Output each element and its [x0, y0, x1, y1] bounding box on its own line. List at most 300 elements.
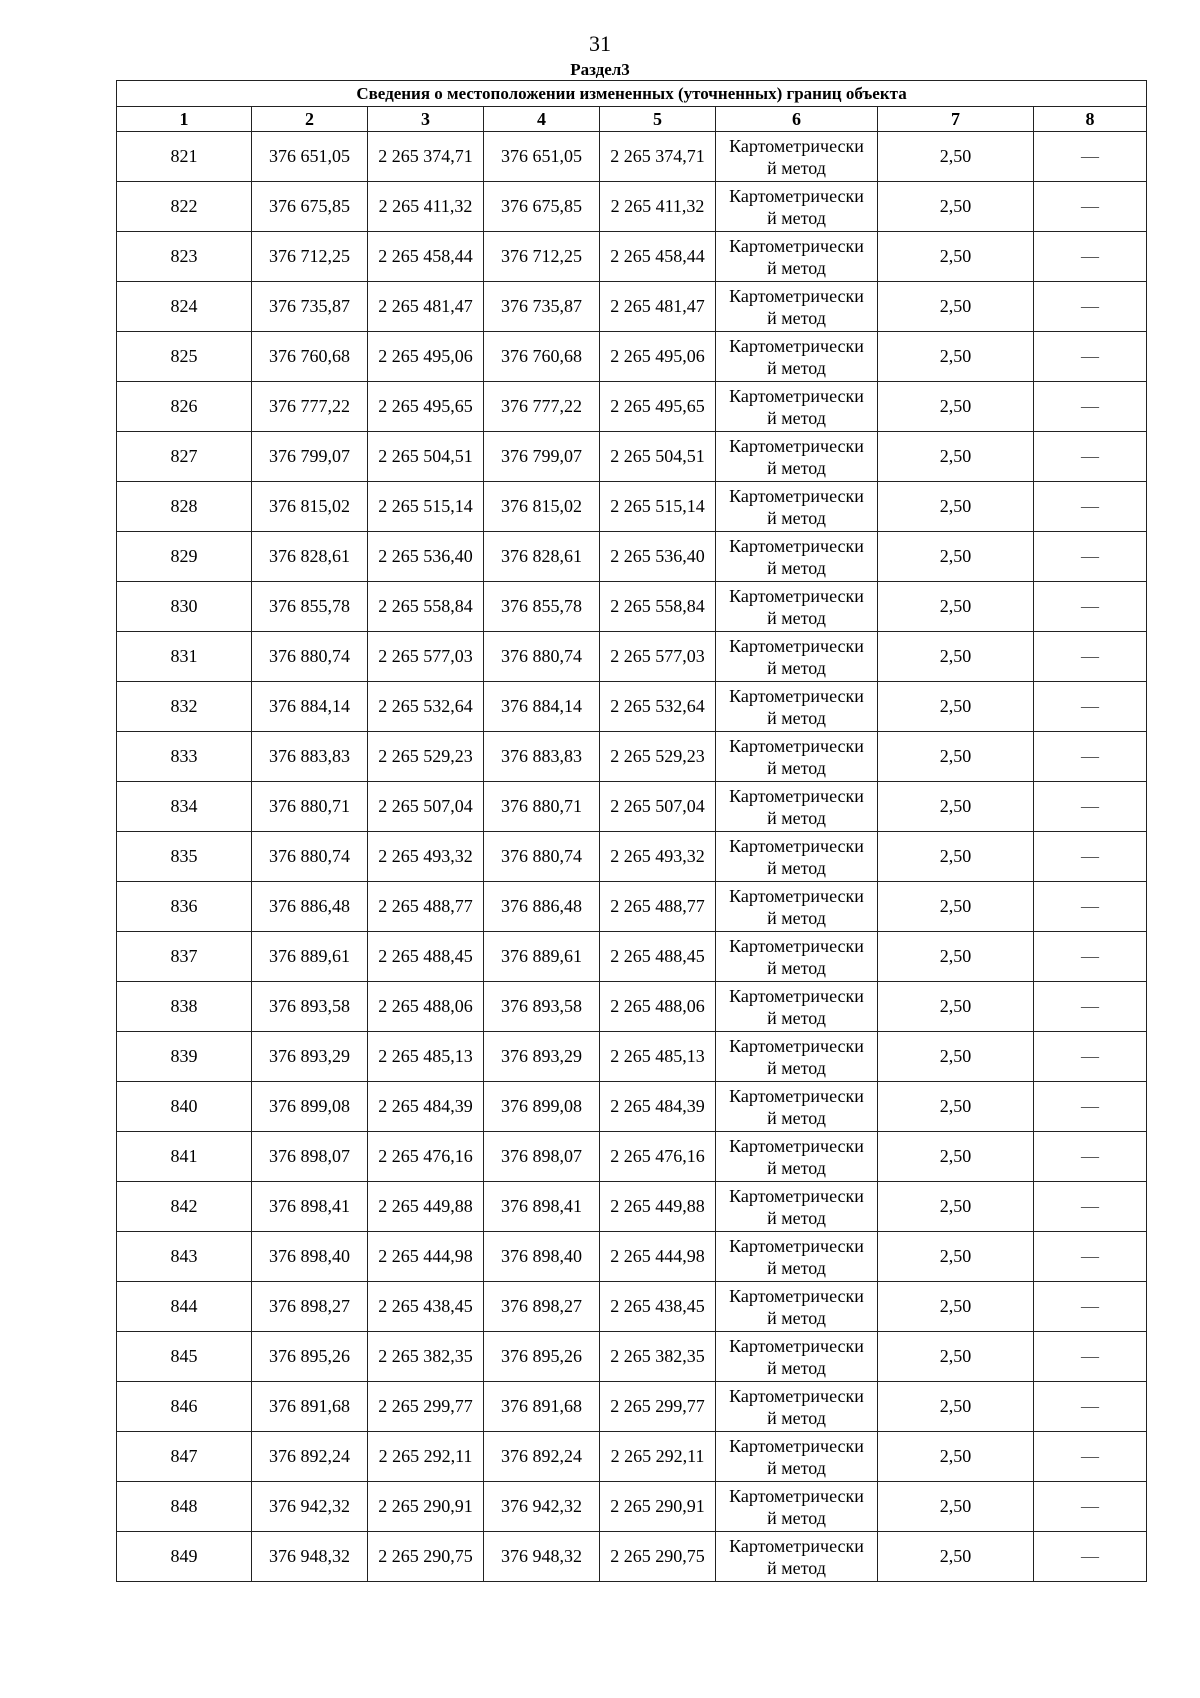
description-cell: —: [1034, 282, 1147, 332]
point-number-cell: 829: [117, 532, 252, 582]
accuracy-cell: 2,50: [878, 1382, 1034, 1432]
point-number-cell: 831: [117, 632, 252, 682]
table-row: [117, 132, 1147, 182]
new-y-cell: 2 265 290,75: [600, 1532, 716, 1582]
description-cell: —: [1034, 1482, 1147, 1532]
new-y-cell: 2 265 488,45: [600, 932, 716, 982]
boundary-table: [116, 80, 1147, 1582]
method-cell: [716, 1382, 878, 1432]
old-x-cell: 376 880,74: [252, 832, 368, 882]
column-number: 8: [1034, 107, 1147, 132]
accuracy-cell: 2,50: [878, 182, 1034, 232]
point-number-cell: 839: [117, 1032, 252, 1082]
old-y-cell: 2 265 485,13: [368, 1032, 484, 1082]
new-y-cell: 2 265 507,04: [600, 782, 716, 832]
method-cell: [716, 432, 878, 482]
old-y-cell: 2 265 488,45: [368, 932, 484, 982]
new-x-cell: 376 899,08: [484, 1082, 600, 1132]
new-x-cell: 376 880,74: [484, 832, 600, 882]
accuracy-cell: 2,50: [878, 382, 1034, 432]
method-cell: [716, 382, 878, 432]
new-y-cell: 2 265 488,77: [600, 882, 716, 932]
point-number-cell: 827: [117, 432, 252, 482]
new-y-cell: 2 265 532,64: [600, 682, 716, 732]
method-line: Картометрически: [729, 285, 864, 306]
point-number-cell: 822: [117, 182, 252, 232]
point-number-cell: 821: [117, 132, 252, 182]
table-body: [117, 132, 1147, 1582]
accuracy-cell: 2,50: [878, 682, 1034, 732]
point-number-cell: 848: [117, 1482, 252, 1532]
old-x-cell: 376 815,02: [252, 482, 368, 532]
method-line: й метод: [767, 807, 826, 828]
method-line: Картометрически: [729, 1285, 864, 1306]
table-row: [117, 782, 1147, 832]
old-y-cell: 2 265 495,06: [368, 332, 484, 382]
old-x-cell: 376 880,74: [252, 632, 368, 682]
new-y-cell: 2 265 299,77: [600, 1382, 716, 1432]
new-x-cell: 376 735,87: [484, 282, 600, 332]
method-line: Картометрически: [729, 785, 864, 806]
table-row: [117, 1382, 1147, 1432]
old-y-cell: 2 265 438,45: [368, 1282, 484, 1332]
method-cell: [716, 782, 878, 832]
description-cell: —: [1034, 682, 1147, 732]
old-x-cell: 376 799,07: [252, 432, 368, 482]
method-line: й метод: [767, 1257, 826, 1278]
old-y-cell: 2 265 558,84: [368, 582, 484, 632]
point-number-cell: 825: [117, 332, 252, 382]
accuracy-cell: 2,50: [878, 982, 1034, 1032]
old-x-cell: 376 893,29: [252, 1032, 368, 1082]
method-line: Картометрически: [729, 885, 864, 906]
new-x-cell: 376 815,02: [484, 482, 600, 532]
method-cell: [716, 182, 878, 232]
method-line: Картометрически: [729, 635, 864, 656]
method-line: Картометрически: [729, 1535, 864, 1556]
method-line: й метод: [767, 1207, 826, 1228]
description-cell: —: [1034, 1382, 1147, 1432]
method-line: й метод: [767, 657, 826, 678]
method-cell: [716, 1082, 878, 1132]
table-row: [117, 232, 1147, 282]
accuracy-cell: 2,50: [878, 1082, 1034, 1132]
method-line: й метод: [767, 457, 826, 478]
old-y-cell: 2 265 481,47: [368, 282, 484, 332]
new-y-cell: 2 265 411,32: [600, 182, 716, 232]
method-line: й метод: [767, 857, 826, 878]
point-number-cell: 840: [117, 1082, 252, 1132]
method-cell: [716, 632, 878, 682]
table-row: [117, 632, 1147, 682]
method-line: Картометрически: [729, 135, 864, 156]
table-row: [117, 882, 1147, 932]
new-y-cell: 2 265 485,13: [600, 1032, 716, 1082]
method-cell: [716, 1132, 878, 1182]
table-row: [117, 382, 1147, 432]
method-line: Картометрически: [729, 1485, 864, 1506]
method-cell: [716, 832, 878, 882]
accuracy-cell: 2,50: [878, 132, 1034, 182]
description-cell: —: [1034, 532, 1147, 582]
section-label: Раздел3: [570, 60, 630, 79]
old-x-cell: 376 942,32: [252, 1482, 368, 1532]
table-title-row: [117, 81, 1147, 107]
table-row: [117, 182, 1147, 232]
point-number-cell: 834: [117, 782, 252, 832]
new-x-cell: 376 898,40: [484, 1232, 600, 1282]
new-x-cell: 376 883,83: [484, 732, 600, 782]
method-line: Картометрически: [729, 1085, 864, 1106]
new-x-cell: 376 880,71: [484, 782, 600, 832]
description-cell: —: [1034, 982, 1147, 1032]
table-row: [117, 1332, 1147, 1382]
method-line: й метод: [767, 357, 826, 378]
point-number-cell: 832: [117, 682, 252, 732]
method-line: Картометрически: [729, 985, 864, 1006]
old-x-cell: 376 898,27: [252, 1282, 368, 1332]
old-x-cell: 376 889,61: [252, 932, 368, 982]
new-y-cell: 2 265 493,32: [600, 832, 716, 882]
new-y-cell: 2 265 484,39: [600, 1082, 716, 1132]
old-x-cell: 376 886,48: [252, 882, 368, 932]
table-row: [117, 1282, 1147, 1332]
method-line: й метод: [767, 507, 826, 528]
old-y-cell: 2 265 577,03: [368, 632, 484, 682]
point-number-cell: 823: [117, 232, 252, 282]
point-number-cell: 835: [117, 832, 252, 882]
accuracy-cell: 2,50: [878, 332, 1034, 382]
new-x-cell: 376 892,24: [484, 1432, 600, 1482]
method-line: Картометрически: [729, 1035, 864, 1056]
method-line: Картометрически: [729, 385, 864, 406]
new-y-cell: 2 265 444,98: [600, 1232, 716, 1282]
accuracy-cell: 2,50: [878, 632, 1034, 682]
point-number-cell: 844: [117, 1282, 252, 1332]
old-y-cell: 2 265 411,32: [368, 182, 484, 232]
point-number-cell: 826: [117, 382, 252, 432]
method-line: й метод: [767, 207, 826, 228]
method-line: Картометрически: [729, 1235, 864, 1256]
description-cell: —: [1034, 182, 1147, 232]
old-y-cell: 2 265 290,91: [368, 1482, 484, 1532]
description-cell: —: [1034, 932, 1147, 982]
point-number-cell: 841: [117, 1132, 252, 1182]
accuracy-cell: 2,50: [878, 582, 1034, 632]
description-cell: —: [1034, 782, 1147, 832]
method-line: й метод: [767, 757, 826, 778]
old-x-cell: 376 735,87: [252, 282, 368, 332]
column-number: 4: [484, 107, 600, 132]
new-x-cell: 376 893,29: [484, 1032, 600, 1082]
description-cell: —: [1034, 832, 1147, 882]
point-number-cell: 833: [117, 732, 252, 782]
method-line: Картометрически: [729, 1135, 864, 1156]
column-number: 7: [878, 107, 1034, 132]
old-y-cell: 2 265 507,04: [368, 782, 484, 832]
old-x-cell: 376 883,83: [252, 732, 368, 782]
method-line: й метод: [767, 1007, 826, 1028]
new-y-cell: 2 265 515,14: [600, 482, 716, 532]
new-x-cell: 376 893,58: [484, 982, 600, 1032]
new-y-cell: 2 265 382,35: [600, 1332, 716, 1382]
table-row: [117, 282, 1147, 332]
new-x-cell: 376 898,27: [484, 1282, 600, 1332]
new-y-cell: 2 265 504,51: [600, 432, 716, 482]
method-cell: [716, 482, 878, 532]
column-number: 2: [252, 107, 368, 132]
column-number: 6: [716, 107, 878, 132]
method-line: Картометрически: [729, 1435, 864, 1456]
accuracy-cell: 2,50: [878, 782, 1034, 832]
description-cell: —: [1034, 1332, 1147, 1382]
accuracy-cell: 2,50: [878, 1532, 1034, 1582]
accuracy-cell: 2,50: [878, 532, 1034, 582]
old-y-cell: 2 265 449,88: [368, 1182, 484, 1232]
method-cell: [716, 1532, 878, 1582]
description-cell: —: [1034, 432, 1147, 482]
old-y-cell: 2 265 504,51: [368, 432, 484, 482]
new-x-cell: 376 948,32: [484, 1532, 600, 1582]
old-y-cell: 2 265 488,77: [368, 882, 484, 932]
old-y-cell: 2 265 382,35: [368, 1332, 484, 1382]
description-cell: —: [1034, 1182, 1147, 1232]
method-line: Картометрически: [729, 735, 864, 756]
table-row: [117, 932, 1147, 982]
old-y-cell: 2 265 493,32: [368, 832, 484, 882]
old-x-cell: 376 675,85: [252, 182, 368, 232]
old-x-cell: 376 760,68: [252, 332, 368, 382]
method-line: й метод: [767, 957, 826, 978]
new-x-cell: 376 855,78: [484, 582, 600, 632]
old-x-cell: 376 651,05: [252, 132, 368, 182]
method-cell: [716, 1332, 878, 1382]
method-line: й метод: [767, 607, 826, 628]
old-x-cell: 376 898,07: [252, 1132, 368, 1182]
description-cell: —: [1034, 582, 1147, 632]
new-y-cell: 2 265 290,91: [600, 1482, 716, 1532]
method-line: Картометрически: [729, 585, 864, 606]
old-x-cell: 376 899,08: [252, 1082, 368, 1132]
method-cell: [716, 532, 878, 582]
old-x-cell: 376 893,58: [252, 982, 368, 1032]
table-row: [117, 1182, 1147, 1232]
old-y-cell: 2 265 290,75: [368, 1532, 484, 1582]
accuracy-cell: 2,50: [878, 1032, 1034, 1082]
accuracy-cell: 2,50: [878, 1432, 1034, 1482]
point-number-cell: 828: [117, 482, 252, 532]
table-row: [117, 732, 1147, 782]
accuracy-cell: 2,50: [878, 1232, 1034, 1282]
description-cell: —: [1034, 1432, 1147, 1482]
old-x-cell: 376 891,68: [252, 1382, 368, 1432]
new-x-cell: 376 675,85: [484, 182, 600, 232]
new-y-cell: 2 265 438,45: [600, 1282, 716, 1332]
new-y-cell: 2 265 292,11: [600, 1432, 716, 1482]
new-x-cell: 376 884,14: [484, 682, 600, 732]
old-y-cell: 2 265 292,11: [368, 1432, 484, 1482]
accuracy-cell: 2,50: [878, 232, 1034, 282]
new-x-cell: 376 942,32: [484, 1482, 600, 1532]
table-row: [117, 982, 1147, 1032]
method-line: Картометрически: [729, 1385, 864, 1406]
method-line: Картометрически: [729, 935, 864, 956]
accuracy-cell: 2,50: [878, 432, 1034, 482]
table-row: [117, 1232, 1147, 1282]
table-title: Сведения о местоположении измененных (уточненных) границ объекта: [117, 81, 1147, 107]
table-row: [117, 1482, 1147, 1532]
table-row: [117, 1132, 1147, 1182]
point-number-cell: 843: [117, 1232, 252, 1282]
table-row: [117, 532, 1147, 582]
point-number-cell: 845: [117, 1332, 252, 1382]
table-row: [117, 682, 1147, 732]
description-cell: —: [1034, 1032, 1147, 1082]
method-cell: [716, 1182, 878, 1232]
accuracy-cell: 2,50: [878, 282, 1034, 332]
new-y-cell: 2 265 476,16: [600, 1132, 716, 1182]
method-cell: [716, 1482, 878, 1532]
column-number: 5: [600, 107, 716, 132]
new-x-cell: 376 880,74: [484, 632, 600, 682]
method-cell: [716, 1032, 878, 1082]
point-number-cell: 824: [117, 282, 252, 332]
old-x-cell: 376 777,22: [252, 382, 368, 432]
point-number-cell: 847: [117, 1432, 252, 1482]
new-x-cell: 376 799,07: [484, 432, 600, 482]
new-y-cell: 2 265 458,44: [600, 232, 716, 282]
page-number: 31: [589, 31, 611, 56]
old-x-cell: 376 828,61: [252, 532, 368, 582]
description-cell: —: [1034, 1532, 1147, 1582]
method-cell: [716, 282, 878, 332]
new-x-cell: 376 898,07: [484, 1132, 600, 1182]
new-x-cell: 376 777,22: [484, 382, 600, 432]
point-number-cell: 842: [117, 1182, 252, 1232]
method-line: й метод: [767, 1457, 826, 1478]
accuracy-cell: 2,50: [878, 932, 1034, 982]
method-line: Картометрически: [729, 335, 864, 356]
accuracy-cell: 2,50: [878, 1332, 1034, 1382]
new-y-cell: 2 265 495,06: [600, 332, 716, 382]
old-x-cell: 376 948,32: [252, 1532, 368, 1582]
new-x-cell: 376 891,68: [484, 1382, 600, 1432]
old-x-cell: 376 884,14: [252, 682, 368, 732]
new-x-cell: 376 895,26: [484, 1332, 600, 1382]
old-y-cell: 2 265 374,71: [368, 132, 484, 182]
method-line: й метод: [767, 407, 826, 428]
old-y-cell: 2 265 495,65: [368, 382, 484, 432]
new-y-cell: 2 265 449,88: [600, 1182, 716, 1232]
new-y-cell: 2 265 495,65: [600, 382, 716, 432]
description-cell: —: [1034, 382, 1147, 432]
method-line: й метод: [767, 157, 826, 178]
method-cell: [716, 682, 878, 732]
column-number: 1: [117, 107, 252, 132]
new-x-cell: 376 760,68: [484, 332, 600, 382]
old-x-cell: 376 895,26: [252, 1332, 368, 1382]
method-cell: [716, 582, 878, 632]
old-y-cell: 2 265 484,39: [368, 1082, 484, 1132]
old-y-cell: 2 265 515,14: [368, 482, 484, 532]
accuracy-cell: 2,50: [878, 1182, 1034, 1232]
method-line: й метод: [767, 257, 826, 278]
table-row: [117, 1432, 1147, 1482]
method-line: й метод: [767, 1107, 826, 1128]
point-number-cell: 836: [117, 882, 252, 932]
new-x-cell: 376 889,61: [484, 932, 600, 982]
description-cell: —: [1034, 1082, 1147, 1132]
old-y-cell: 2 265 458,44: [368, 232, 484, 282]
point-number-cell: 838: [117, 982, 252, 1032]
table-row: [117, 332, 1147, 382]
table-row: [117, 1032, 1147, 1082]
new-y-cell: 2 265 488,06: [600, 982, 716, 1032]
new-y-cell: 2 265 481,47: [600, 282, 716, 332]
method-line: Картометрически: [729, 835, 864, 856]
method-line: й метод: [767, 707, 826, 728]
new-x-cell: 376 886,48: [484, 882, 600, 932]
accuracy-cell: 2,50: [878, 1482, 1034, 1532]
method-cell: [716, 882, 878, 932]
method-line: й метод: [767, 1407, 826, 1428]
accuracy-cell: 2,50: [878, 882, 1034, 932]
old-x-cell: 376 712,25: [252, 232, 368, 282]
new-y-cell: 2 265 529,23: [600, 732, 716, 782]
new-x-cell: 376 712,25: [484, 232, 600, 282]
accuracy-cell: 2,50: [878, 732, 1034, 782]
accuracy-cell: 2,50: [878, 832, 1034, 882]
new-y-cell: 2 265 577,03: [600, 632, 716, 682]
description-cell: —: [1034, 732, 1147, 782]
method-line: Картометрически: [729, 1335, 864, 1356]
old-x-cell: 376 880,71: [252, 782, 368, 832]
method-line: Картометрически: [729, 535, 864, 556]
old-y-cell: 2 265 444,98: [368, 1232, 484, 1282]
description-cell: —: [1034, 1232, 1147, 1282]
new-x-cell: 376 898,41: [484, 1182, 600, 1232]
method-cell: [716, 232, 878, 282]
point-number-cell: 849: [117, 1532, 252, 1582]
method-cell: [716, 132, 878, 182]
method-line: Картометрически: [729, 485, 864, 506]
description-cell: —: [1034, 1282, 1147, 1332]
description-cell: —: [1034, 1132, 1147, 1182]
old-x-cell: 376 898,41: [252, 1182, 368, 1232]
accuracy-cell: 2,50: [878, 1132, 1034, 1182]
accuracy-cell: 2,50: [878, 1282, 1034, 1332]
method-line: й метод: [767, 1157, 826, 1178]
description-cell: —: [1034, 882, 1147, 932]
old-x-cell: 376 892,24: [252, 1432, 368, 1482]
method-line: й метод: [767, 1507, 826, 1528]
new-y-cell: 2 265 374,71: [600, 132, 716, 182]
old-y-cell: 2 265 529,23: [368, 732, 484, 782]
new-x-cell: 376 651,05: [484, 132, 600, 182]
description-cell: —: [1034, 482, 1147, 532]
method-line: й метод: [767, 1557, 826, 1578]
method-line: й метод: [767, 557, 826, 578]
method-line: Картометрически: [729, 185, 864, 206]
method-line: й метод: [767, 307, 826, 328]
old-y-cell: 2 265 299,77: [368, 1382, 484, 1432]
method-line: й метод: [767, 1357, 826, 1378]
method-cell: [716, 732, 878, 782]
table-row: [117, 582, 1147, 632]
method-cell: [716, 332, 878, 382]
new-x-cell: 376 828,61: [484, 532, 600, 582]
old-x-cell: 376 898,40: [252, 1232, 368, 1282]
